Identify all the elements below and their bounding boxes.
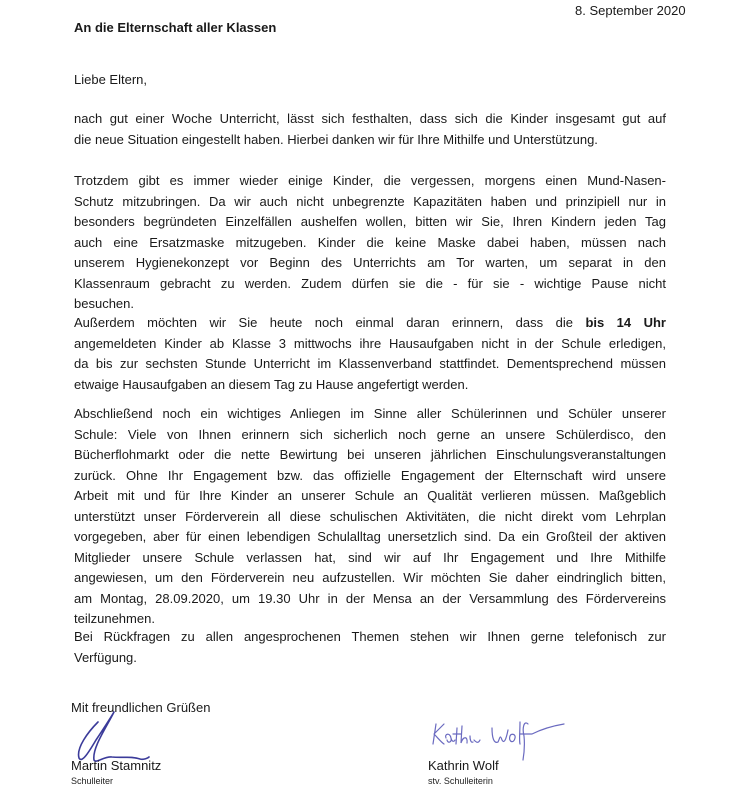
paragraph-line: Verfügung. <box>74 649 137 665</box>
signature-martin-stamnitz-icon <box>70 710 150 765</box>
paragraph-line: besuchen. <box>74 296 134 311</box>
signatory-role: Schulleiter <box>71 776 114 786</box>
letter-closing: Mit freundlichen Grüßen <box>71 700 211 715</box>
paragraph-line: nach gut einer Woche Unterricht, lässt sich festhalten, dass sich die Kinder insgesamt gut auf <box>74 111 666 126</box>
paragraph-line: teilzunehmen. <box>74 611 155 626</box>
paragraph-line: Schutz mitzubringen. Da wir auch nicht unbegrenzte Kapazitäten haben und prinzipiell nur in <box>74 193 666 209</box>
letter-recipient: An die Elternschaft aller Klassen <box>74 20 277 35</box>
signature-kathrin-wolf-icon <box>428 718 568 763</box>
paragraph-line: unterstützt unser Förderverein all diese schulischen Aktivitäten, die nicht direkt vom Lehrplan <box>74 508 666 524</box>
paragraph-line: angewiesen, um den Förderverein neu aufzustellen. Wir möchten Sie daher eindringlich bitten, <box>74 570 666 585</box>
paragraph-line: Arbeit mit und für Ihre Kinder an unserer Schule an Qualität verlieren müssen. Maßgeblich <box>74 488 666 503</box>
paragraph-line: besonders begründeten Einzelfällen aushelfen wollen, bitten wir Sie, Ihren Kindern jeden Tag <box>74 214 666 229</box>
paragraph-line: angemeldeten Kinder ab Klasse 3 mittwochs ihre Hausaufgaben nicht in der Schule erledigen, <box>74 335 666 351</box>
paragraph-line: die neue Situation eingestellt haben. Hierbei danken wir für Ihre Mithilfe und Unterstützung. <box>74 131 598 147</box>
signatory-block-principal <box>71 758 161 786</box>
signatory-name: Martin Stamnitz <box>71 758 162 773</box>
paragraph-line: Abschließend noch ein wichtiges Anliegen im Sinne aller Schülerinnen und Schüler unserer <box>74 406 666 421</box>
letter-date: 8. September 2020 <box>575 3 686 18</box>
paragraph-text: Außerdem möchten wir Sie heute noch einmal daran erinnern, dass die <box>74 315 573 330</box>
paragraph-line: da bis zur sechsten Stunde Unterricht im Klassenverband stattfindet. Dementsprechend müssen <box>74 356 666 371</box>
paragraph-line: Bücherflohmarkt oder die nette Bewirtung bei unseren jährlichen Einschulungsveranstaltungen <box>74 447 666 462</box>
paragraph-line: am Montag, 28.09.2020, um 19.30 Uhr in der Mensa an der Versammlung des Fördervereins <box>74 590 666 606</box>
paragraph-line: Klassenraum gebracht zu werden. Zudem dürfen sie die - für sie - wichtige Pause nicht <box>74 275 666 291</box>
paragraph-foerderverein <box>74 404 666 630</box>
paragraph-line: auch eine Ersatzmaske mitzugeben. Kinder die keine Maske dabei haben, müssen nach <box>74 234 666 250</box>
paragraph-line: zurück. Ohne Ihr Engagement bzw. das offizielle Engagement der Elternschaft wird unsere <box>74 467 666 483</box>
signatory-block-deputy <box>428 758 499 786</box>
paragraph-line: Bei Rückfragen zu allen angesprochenen Themen stehen wir Ihnen gerne telefonisch zur <box>74 629 666 644</box>
bold-time-highlight: bis 14 Uhr <box>585 315 666 330</box>
paragraph-line: Trotzdem gibt es immer wieder einige Kinder, die vergessen, morgens einen Mund-Nasen- <box>74 173 666 188</box>
signatory-name: Kathrin Wolf <box>428 758 499 773</box>
paragraph-line: unserem Hygienekonzept vor Beginn des Unterrichts am Tor warten, um separat in den <box>74 255 666 270</box>
paragraph-line <box>74 313 666 334</box>
letter-salutation: Liebe Eltern, <box>74 72 147 87</box>
paragraph-line: Mitglieder unsere Schule verlassen hat, sind wir auf Ihr Engagement und Ihre Mithilfe <box>74 549 666 565</box>
paragraph-intro <box>74 109 666 150</box>
paragraph-line: vorgegeben, aber für einen lebendigen Schulalltag unersetzlich sind. Da ein Großteil der aktiven <box>74 529 666 544</box>
paragraph-homework <box>74 313 666 395</box>
signatory-role: stv. Schulleiterin <box>428 776 493 786</box>
paragraph-masks <box>74 171 666 315</box>
paragraph-line: Schule: Viele von Ihnen erinnern sich sicherlich noch gerne an unsere Schülerdisco, den <box>74 426 666 442</box>
paragraph-line: etwaige Hausaufgaben an diesem Tag zu Hause angefertigt werden. <box>74 376 469 392</box>
paragraph-contact <box>74 627 666 668</box>
